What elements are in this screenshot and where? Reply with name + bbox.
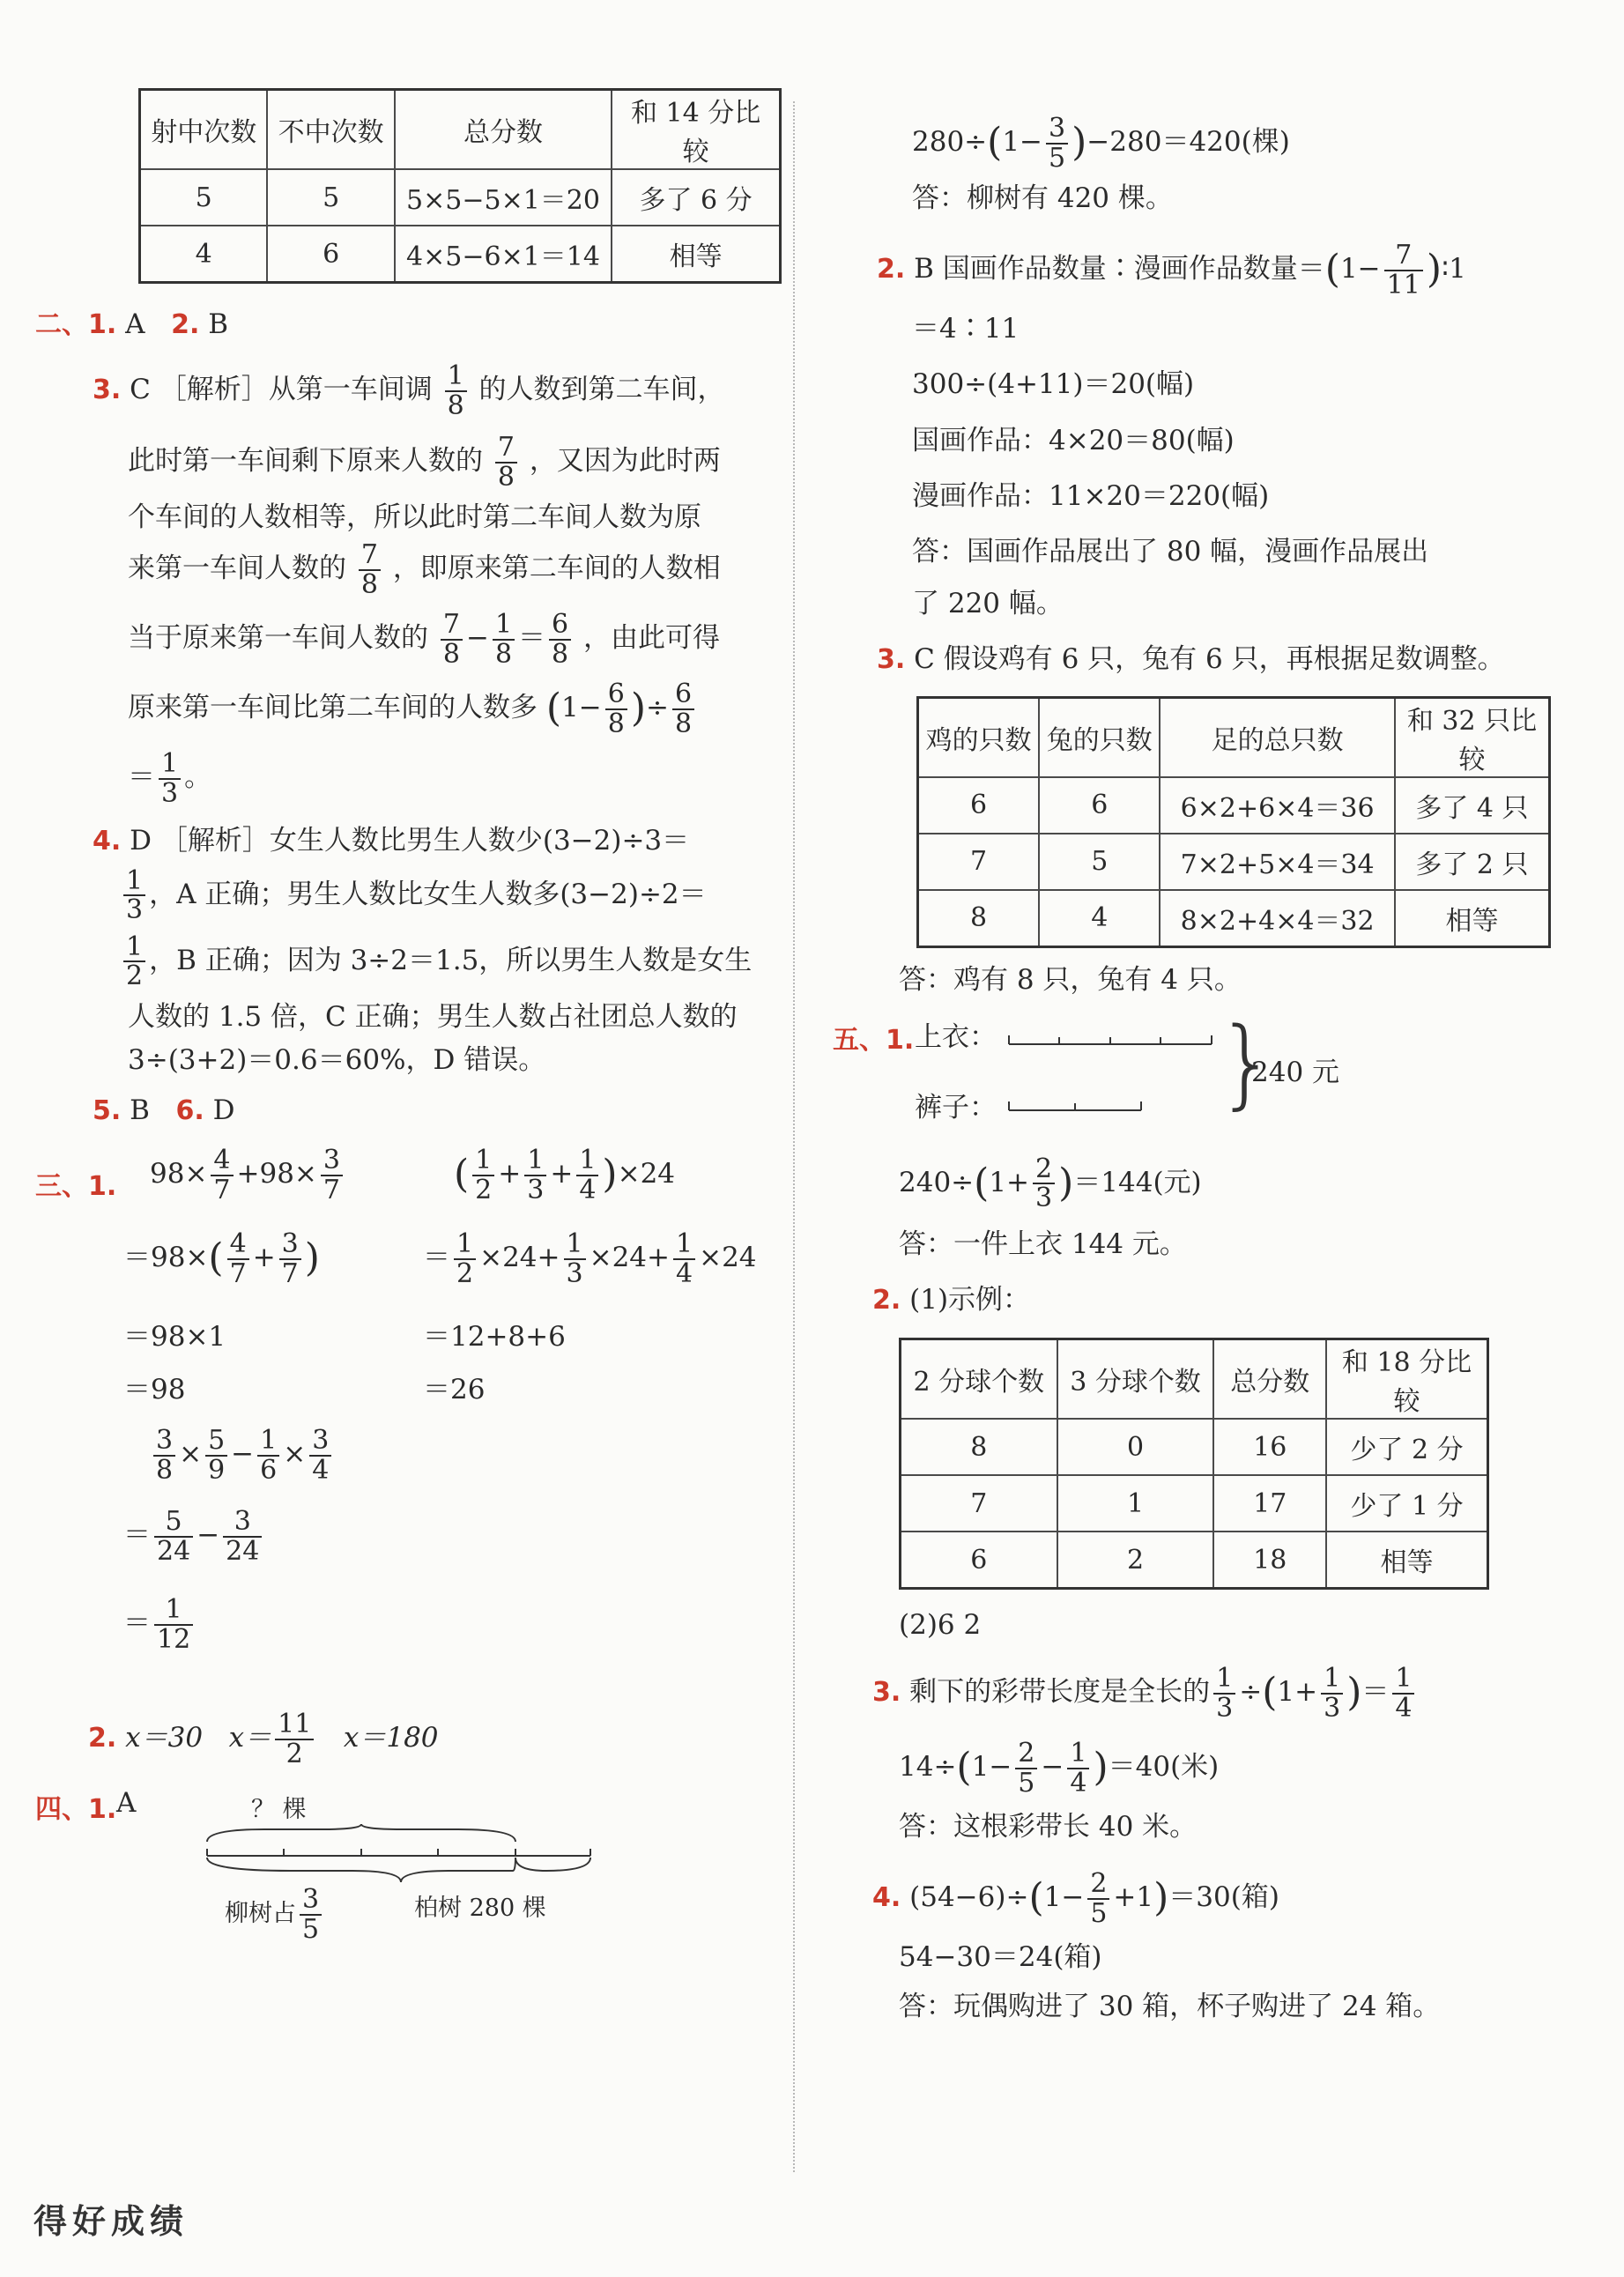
fraction: $\frac{1}{8}$ <box>445 362 467 419</box>
brace-icon: } <box>1216 1005 1278 1119</box>
answer-line: 答：这根彩带长 40 米。 <box>899 1811 1198 1843</box>
table-header: 总分数 <box>395 90 612 170</box>
calc-c-expr: $\frac{3}{8}$ × $\frac{5}{9}$ − $\frac{1}{6}$ × $\frac{3}{4}$ <box>150 1427 335 1484</box>
table-cell: 多了 6 分 <box>612 169 780 226</box>
diagram-label: 柏树 280 棵 <box>414 1895 546 1923</box>
section-label: 三、1. <box>35 1171 117 1203</box>
question-number: 3. <box>877 644 906 676</box>
fraction: $\frac{7}{8}$ <box>495 434 517 491</box>
calc-block <box>35 1146 784 1710</box>
calc-b-result: ＝26 <box>423 1374 486 1406</box>
table-shooting <box>138 88 782 284</box>
table-header: 鸡的只数 <box>918 697 1040 777</box>
answer-text: 原来第一车间比第二车间的人数多 <box>128 692 538 724</box>
table-cell: 2 <box>1057 1532 1214 1589</box>
q3-2-line <box>35 1710 784 1768</box>
table-header: 2 分球个数 <box>901 1339 1057 1420</box>
section-label: 二、1. <box>35 309 117 340</box>
calc-a-step: ＝98×1 <box>123 1321 226 1354</box>
q5-6-line <box>35 1094 784 1127</box>
table-cell: 5 <box>140 169 268 226</box>
q3-line <box>35 362 784 419</box>
bar-diagram <box>1005 1018 1234 1132</box>
table-cell: 6×2+6×4＝36 <box>1160 777 1395 834</box>
table-cell: 4 <box>140 226 268 283</box>
table-cell: 1 <box>1057 1475 1214 1532</box>
table-cell: 8 <box>918 890 1040 947</box>
table-cell: 16 <box>1213 1419 1326 1475</box>
table-row <box>901 1419 1488 1475</box>
fraction: $\frac{7}{11}$ <box>1384 241 1423 299</box>
table-cell: 8 <box>901 1419 1057 1475</box>
calc-c-result: ＝ $\frac{1}{12}$ <box>123 1596 197 1653</box>
calc-c-step: ＝ $\frac{5}{24}$ − $\frac{3}{24}$ <box>123 1508 265 1565</box>
answer-text: 剩下的彩带长度是全长的 <box>909 1676 1211 1709</box>
table-cell: 7 <box>901 1475 1057 1532</box>
q5-4-line: 54−30＝24(箱) <box>899 1941 1102 1974</box>
table-header: 总分数 <box>1213 1339 1326 1420</box>
question-number: 2. <box>877 254 906 286</box>
table-cell: 5 <box>267 169 394 226</box>
section-label: 五、1. <box>833 1024 915 1056</box>
section-2-line <box>35 308 784 341</box>
table-row <box>901 1532 1488 1589</box>
table-cell: 多了 4 只 <box>1395 777 1550 834</box>
answer-text: D <box>212 1094 235 1126</box>
answer-text: 此时第一车间剩下原来人数的 <box>128 445 483 478</box>
fraction: $\frac{1}{3}$ <box>123 867 145 924</box>
fraction: $\frac{1}{3}$ <box>159 750 181 807</box>
left-column <box>35 88 784 1945</box>
question-number: 2. <box>88 1723 117 1754</box>
fraction: $\frac{1}{2}$ <box>123 933 145 990</box>
fraction: $\frac{7}{8}$ <box>441 611 463 668</box>
q2-line: 国画作品：4×20＝80(幅) <box>912 424 1235 456</box>
table-cell: 5×5−5×1＝20 <box>395 169 612 226</box>
q3-line <box>872 643 1577 676</box>
table-header: 3 分球个数 <box>1057 1339 1214 1420</box>
table-row <box>140 226 781 283</box>
diagram-label: ？ 棵 <box>251 1796 307 1824</box>
answer-text: ，B 正确；因为 3÷2＝1.5，所以男生人数是女生 <box>149 944 753 976</box>
table-cell: 4 <box>1039 890 1160 947</box>
diagram-total: 240 元 <box>1251 1056 1340 1088</box>
q5-3-line: 3. 剩下的彩带长度是全长的 $\frac{1}{3}$ ÷(1+ $\frac{1}{3}$ )＝ $\frac{1}{4}$ <box>872 1665 1577 1722</box>
table-cell: 7 <box>918 834 1040 890</box>
fraction: $\frac{1}{8}$ <box>493 611 515 668</box>
q2-line: 300÷(4+11)＝20(幅) <box>912 368 1195 401</box>
table-cell: 4×5−6×1＝14 <box>395 226 612 283</box>
q4-line: 3÷(3+2)＝0.6＝60%，D 错误。 <box>128 1043 546 1076</box>
table-row <box>901 1339 1488 1420</box>
fraction: $\frac{11}{2}$ <box>275 1710 314 1768</box>
answer-text: 的人数到第二车间， <box>478 374 725 406</box>
answer-text: A <box>116 1787 137 1820</box>
question-number: 2. <box>171 309 200 340</box>
table-header: 和 18 分比较 <box>1326 1339 1487 1420</box>
table-header: 和 14 分比较 <box>612 90 780 170</box>
answer-text: x＝ <box>228 1722 272 1754</box>
table-cell: 17 <box>1213 1475 1326 1532</box>
section-4-block <box>35 1787 784 1945</box>
diagram-label: 柳树占 $\frac{3}{5}$ <box>225 1886 325 1943</box>
answer-text: 来第一车间人数的 <box>128 553 346 585</box>
answer-line: 答：玩偶购进了 30 箱，杯子购进了 24 箱。 <box>899 1990 1441 2022</box>
table-cell: 8×2+4×4＝32 <box>1160 890 1395 947</box>
answer-text: 。 <box>184 761 212 794</box>
table-cell: 6 <box>1039 777 1160 834</box>
footer-logo: 得好成绩 <box>33 2201 189 2241</box>
r-line: 280÷(1− $\frac{3}{5}$ )−280＝420(棵) <box>912 113 1290 174</box>
table-row <box>901 1475 1488 1532</box>
q4-line <box>35 825 784 857</box>
q2-line: 答：国画作品展出了 80 幅，漫画作品展出 <box>912 535 1429 567</box>
q5-2-line <box>872 1284 1577 1317</box>
q4-line <box>35 864 784 926</box>
calc-b-step: ＝12+8+6 <box>423 1321 566 1354</box>
answer-text: A <box>125 308 145 340</box>
table-cell: 少了 2 分 <box>1326 1419 1487 1475</box>
q5-4-line: 4. (54−6)÷(1− $\frac{2}{5}$ +1)＝30(箱) <box>872 1868 1279 1929</box>
section-5-diagram <box>833 1005 1577 1141</box>
q4-line <box>35 933 784 990</box>
table-cell: 相等 <box>1326 1532 1487 1589</box>
question-number: 3. <box>93 375 122 406</box>
answer-text: B 国画作品数量∶漫画作品数量＝ <box>914 253 1325 286</box>
answer-text: B <box>130 1094 150 1126</box>
q3-line: ＝ $\frac{1}{3}$ 。 <box>128 748 212 809</box>
diagram-label: 裤子： <box>915 1091 997 1124</box>
right-column <box>833 113 1577 2023</box>
q5-3-line: 14÷(1− $\frac{2}{5}$ − $\frac{1}{4}$ )＝40(米) <box>899 1738 1220 1799</box>
question-number: 5. <box>93 1094 122 1126</box>
table-header: 兔的只数 <box>1039 697 1160 777</box>
q2-line: 了 220 幅。 <box>912 588 1064 620</box>
answer-text: ，A 正确；男生人数比女生人数多(3−2)÷2＝ <box>149 878 707 910</box>
table-row <box>140 169 781 226</box>
table-cell: 相等 <box>612 226 780 283</box>
q4-line: 人数的 1.5 倍，C 正确；男生人数占社团总人数的 <box>128 1000 738 1033</box>
q2-line: 漫画作品：11×20＝220(幅) <box>912 479 1270 512</box>
answer-text: B <box>208 308 229 340</box>
calc-b-step: ＝ $\frac{1}{2}$ ×24+ $\frac{1}{3}$ ×24+ $\frac{1}{4}$ ×24 <box>423 1228 757 1289</box>
question-number: 4. <box>872 1882 901 1914</box>
q3-line: 个车间的人数相等，所以此时第二车间人数为原 <box>128 501 701 534</box>
question-number: 6. <box>175 1094 204 1126</box>
q2-line: 2. B 国画作品数量∶漫画作品数量＝(1− $\frac{7}{11}$ )∶1 <box>877 240 1466 300</box>
answer-text: ，即原来第二车间的人数相 <box>392 553 721 585</box>
table-header: 射中次数 <box>140 90 268 170</box>
table-cell: 相等 <box>1395 890 1550 947</box>
table-cell: 6 <box>901 1532 1057 1589</box>
answer-text: x＝180 <box>343 1722 439 1754</box>
table-cell: 0 <box>1057 1419 1214 1475</box>
diagram-label: 上衣： <box>915 1020 997 1053</box>
answer-text: (1)示例： <box>909 1283 1031 1316</box>
q3-line <box>35 434 784 491</box>
table-row <box>918 834 1550 890</box>
calc-a-expr: 98× $\frac{4}{7}$ +98× $\frac{3}{7}$ <box>150 1146 346 1204</box>
q3-line: 当于原来第一车间人数的 $\frac{7}{8}$ − $\frac{1}{8}$ ＝ $\frac{6}{8}$ ，由此可得 <box>128 609 720 670</box>
q5-1-line: 240÷(1+ $\frac{2}{3}$ )＝144(元) <box>899 1153 1202 1214</box>
calc-a-step: ＝98×( $\frac{4}{7}$ + $\frac{3}{7}$ ) <box>123 1228 320 1289</box>
question-number: 2. <box>872 1284 901 1316</box>
table-header: 不中次数 <box>267 90 394 170</box>
answer-text: C 假设鸡有 6 只，兔有 6 只，再根据足数调整。 <box>914 643 1505 676</box>
answer-text: ，由此可得 <box>582 622 720 655</box>
table-basketball <box>899 1338 1489 1590</box>
answer-text: 当于原来第一车间人数的 <box>128 622 428 655</box>
fraction: $\frac{7}{8}$ <box>359 541 381 598</box>
fraction: $\frac{6}{8}$ <box>672 680 694 738</box>
table-cell: 少了 1 分 <box>1326 1475 1487 1532</box>
answer-line: 答：柳树有 420 棵。 <box>912 182 1173 214</box>
table-row <box>140 90 781 170</box>
calc-b-expr: ( $\frac{1}{2}$ + $\frac{1}{3}$ + $\frac{1}{4}$ )×24 <box>454 1145 676 1205</box>
fraction: $\frac{6}{8}$ <box>605 680 627 738</box>
q2-line: ＝4∶11 <box>912 313 1020 345</box>
q3-line <box>35 541 784 598</box>
table-chicken-rabbit <box>916 696 1551 948</box>
table-cell: 7×2+5×4＝34 <box>1160 834 1395 890</box>
question-number: 4. <box>93 826 122 857</box>
answer-text: x＝30 <box>125 1722 204 1754</box>
bar-diagram <box>167 1822 608 1884</box>
answer-text: ，又因为此时两 <box>529 445 721 478</box>
table-row <box>918 777 1550 834</box>
q3-line: 原来第一车间比第二车间的人数多 (1− $\frac{6}{8}$ )÷ $\frac{6}{8}$ <box>35 680 784 738</box>
calc-a-result: ＝98 <box>123 1374 186 1406</box>
table-row <box>918 890 1550 947</box>
q5-2-part2: (2)6 2 <box>899 1609 982 1642</box>
table-cell: 18 <box>1213 1532 1326 1589</box>
table-cell: 6 <box>267 226 394 283</box>
fraction: $\frac{6}{8}$ <box>549 611 571 668</box>
table-cell: 5 <box>1039 834 1160 890</box>
question-number: 3. <box>872 1677 901 1709</box>
section-label: 四、1. <box>35 1794 117 1826</box>
column-divider <box>793 101 795 2172</box>
table-row <box>918 697 1550 777</box>
answer-text: D ［解析］女生人数比男生人数少(3−2)÷3＝ <box>130 825 690 857</box>
answer-text: C ［解析］从第一车间调 <box>130 374 433 406</box>
fraction: $\frac{2}{3}$ <box>1033 1155 1055 1213</box>
table-header: 和 32 只比较 <box>1395 697 1550 777</box>
answer-line: 答：鸡有 8 只，兔有 4 只。 <box>899 963 1242 996</box>
fraction: $\frac{3}{5}$ <box>1046 115 1068 172</box>
answer-line: 答：一件上衣 144 元。 <box>899 1228 1187 1260</box>
table-header: 足的总只数 <box>1160 697 1395 777</box>
table-cell: 多了 2 只 <box>1395 834 1550 890</box>
table-cell: 6 <box>918 777 1040 834</box>
